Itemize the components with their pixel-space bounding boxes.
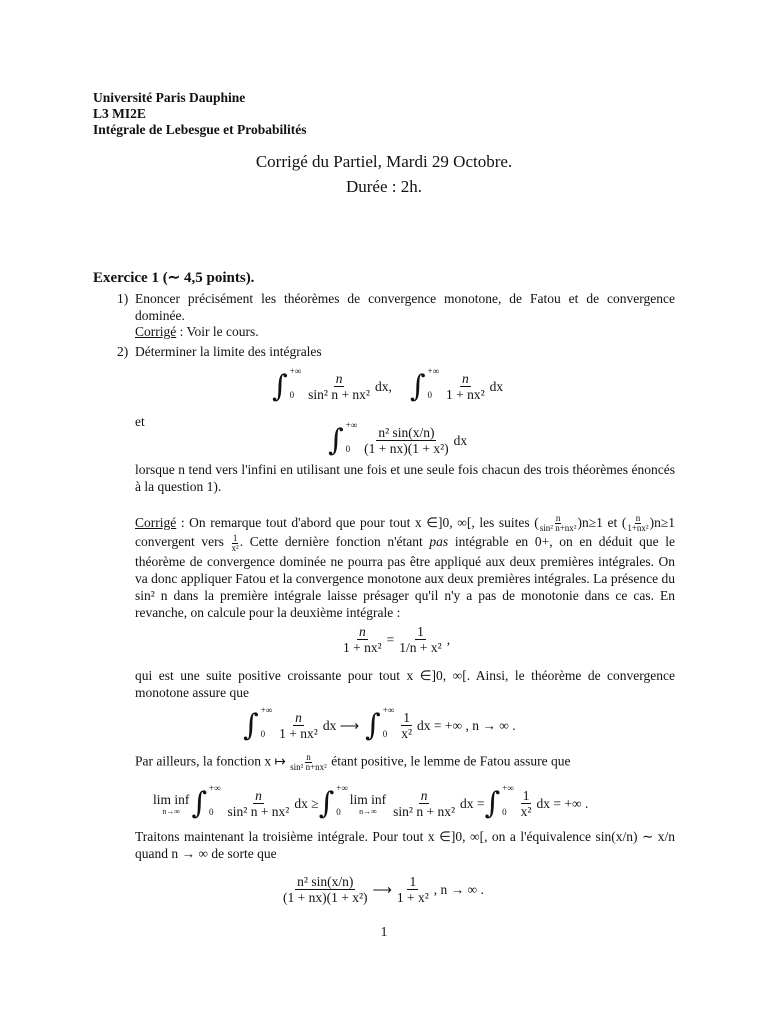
corrige-label: Corrigé [135, 324, 177, 339]
dx: dx, [374, 379, 392, 394]
liminf [153, 792, 189, 816]
integral-bounds [290, 366, 302, 400]
corrige-text: : Voir le cours. [176, 324, 259, 339]
equation-1 [338, 622, 450, 658]
text: )n≥1 et [577, 515, 618, 530]
liminf-sub: n→∞ [359, 807, 377, 816]
small-fraction [627, 514, 648, 533]
numerator: n [306, 752, 311, 762]
small-fraction [232, 534, 239, 553]
numerator: n [635, 513, 641, 524]
text: dx = +∞ , n → ∞ . [417, 718, 516, 733]
integral-sign: ∫ [484, 786, 501, 821]
question-1-answer [135, 324, 675, 341]
fraction [277, 710, 320, 742]
integral-bounds [209, 783, 221, 817]
upper-bound: +∞ [209, 783, 221, 793]
corrige-label: Corrigé [135, 515, 177, 530]
fraction [395, 874, 431, 906]
document-title: Corrigé du Partiel, Mardi 29 Octobre. [255, 152, 513, 171]
numerator: 1 [522, 788, 530, 803]
paragraph-4: Traitons maintenant la troisième intégrale. Pour tout x ∈]0, ∞[, on a l'équivalence sin(x/n) ∼ x/n quand n → ∞ de sorte que [135, 829, 675, 861]
course-name: Intégrale de Lebesgue et Probabilités [93, 122, 307, 137]
numerator: n [420, 788, 428, 803]
text: : On remarque tout d'abord que pour tout x ∈]0, ∞[, les suites ( [176, 515, 539, 530]
numerator: 1 [403, 710, 410, 725]
denominator: 1 + x² [396, 890, 429, 905]
lower-bound: 0 [289, 390, 295, 400]
denominator: 1 + nx² [446, 387, 485, 402]
fraction [519, 788, 534, 820]
fraction [399, 710, 414, 742]
equation-3 [153, 784, 588, 824]
upper-bound: +∞ [289, 366, 302, 376]
paren: ( [621, 515, 627, 530]
denominator: sin² n + nx² [308, 387, 370, 402]
numerator: n [358, 624, 366, 639]
denominator: (1 + nx)(1 + x²) [364, 441, 449, 456]
text: )n≥1 convergent vers [135, 515, 676, 550]
fraction [397, 624, 443, 656]
integral-bounds [383, 705, 395, 739]
liminf-text: lim inf [153, 792, 190, 807]
fraction [391, 788, 457, 820]
numerator: 1 [409, 874, 417, 889]
question-2-text: Déterminer la limite des intégrales [135, 344, 322, 359]
page-number: 1 [380, 924, 388, 939]
et-text: et [135, 414, 145, 429]
denominator: sin² n + nx² [227, 804, 290, 819]
lower-bound: 0 [209, 807, 214, 817]
denominator: (1 + nx)(1 + x²) [283, 890, 368, 905]
program-name: L3 MI2E [93, 106, 146, 121]
numerator: n [461, 371, 469, 386]
numerator: n [255, 788, 262, 803]
question-1-text: Enoncer précisément les théorèmes de convergence monotone, de Fatou et de convergence dominée. [135, 291, 675, 323]
integral-sign: ∫ [191, 786, 208, 821]
lower-bound: 0 [336, 807, 341, 817]
lower-bound: 0 [502, 807, 507, 817]
liminf-text: lim inf [349, 792, 387, 807]
denominator: 1/n + x² [399, 640, 442, 655]
integral-sign: ∫ [409, 369, 426, 404]
upper-bound: +∞ [382, 705, 395, 715]
exercise-heading: Exercice 1 (∼ 4,5 points). [93, 270, 255, 286]
equation-4 [278, 871, 484, 909]
numerator: n² sin(x/n) [297, 874, 354, 889]
upper-bound: +∞ [345, 420, 358, 430]
lower-bound: 0 [427, 390, 432, 400]
integral-sign: ∫ [318, 786, 335, 821]
denominator: 1 + nx² [279, 726, 318, 741]
integral-sign: ∫ [243, 708, 259, 743]
denominator: 1+nx² [627, 523, 649, 534]
lower-bound: 0 [382, 729, 388, 739]
question-1-number: 1) [117, 291, 129, 306]
fraction [226, 788, 292, 820]
integral-bounds [336, 783, 348, 817]
question-2-text-continued: lorsque n tend vers l'infini en utilisant une fois et une seule fois chacun des trois théorèmes énoncés à la question 1). [135, 462, 675, 494]
liminf [350, 792, 386, 816]
integrals-line-1 [272, 367, 503, 407]
comma: , [446, 632, 451, 647]
numerator: n [335, 371, 343, 386]
text: intégrable en 0+, on en déduit que le théorème de convergence dominée ne pourra pas être appliqué aux deux premières intégrales. On va donc appliquer Fatou et la convergence monotone aux deux premières intégrales. La présence du sin² n dans la première intégrale laisse présager qu'il n'y a pas de monotonie dans ce cas. En revanche, on calcule pour la deuxième intégrale : [135, 534, 675, 620]
text: étant positive, le lemme de Fatou assure que [327, 753, 571, 769]
denominator: x² [520, 804, 532, 819]
emphasis: pas [429, 534, 449, 550]
denominator: sin² n+nx² [290, 762, 327, 772]
upper-bound: +∞ [502, 783, 514, 793]
upper-bound: +∞ [427, 366, 439, 376]
integral-sign: ∫ [272, 369, 288, 404]
text: , n → ∞ . [433, 882, 484, 897]
small-fraction [540, 514, 577, 533]
integral-sign: ∫ [365, 708, 381, 743]
fraction [362, 425, 451, 457]
integral-bounds [502, 783, 514, 817]
integral-bounds [428, 366, 440, 400]
text: . Cette dernière fonction n'étant [239, 534, 430, 550]
numerator: n [295, 710, 302, 725]
dx: dx [489, 379, 504, 394]
denominator: x² [231, 542, 239, 553]
denominator: x² [401, 726, 412, 741]
exam-duration: Durée : 2h. [345, 177, 422, 196]
numerator: n² sin(x/n) [378, 425, 435, 440]
fraction [281, 874, 370, 906]
question-2-number: 2) [117, 344, 129, 359]
lower-bound: 0 [345, 444, 351, 454]
small-fraction [290, 753, 327, 772]
fraction [306, 371, 372, 403]
denominator: sin² n + nx² [393, 804, 456, 819]
paragraph-3 [135, 753, 675, 772]
arrow: dx ⟶ [322, 718, 360, 733]
arrow: ⟶ [372, 882, 392, 897]
paragraph-2: qui est une suite positive croissante pour tout x ∈]0, ∞[. Ainsi, le théorème de convergence monotone assure que [135, 668, 675, 700]
upper-bound: +∞ [336, 783, 348, 793]
integral-sign: ∫ [328, 423, 344, 458]
lower-bound: 0 [260, 729, 266, 739]
integral-bounds [261, 705, 273, 739]
integral-3 [328, 421, 467, 461]
dx: dx [453, 433, 468, 448]
text: dx = +∞ . [536, 796, 589, 811]
upper-bound: +∞ [260, 705, 273, 715]
fraction [341, 624, 384, 656]
denominator: 1 + nx² [343, 640, 382, 655]
numerator: 1 [417, 624, 424, 639]
text: Par ailleurs, la fonction x ↦ [135, 753, 290, 769]
text: dx ≥ [294, 796, 319, 811]
equals: = [386, 632, 395, 647]
equation-2 [243, 706, 516, 746]
university-name: Université Paris Dauphine [93, 90, 246, 105]
liminf-sub: n→∞ [162, 807, 181, 816]
denominator: sin² n+nx² [539, 523, 577, 534]
corrige-paragraph [135, 514, 675, 621]
numerator: n [555, 513, 561, 524]
numerator: 1 [232, 532, 238, 543]
integral-bounds [346, 420, 358, 454]
text: dx = [460, 796, 485, 811]
fraction [444, 371, 487, 403]
